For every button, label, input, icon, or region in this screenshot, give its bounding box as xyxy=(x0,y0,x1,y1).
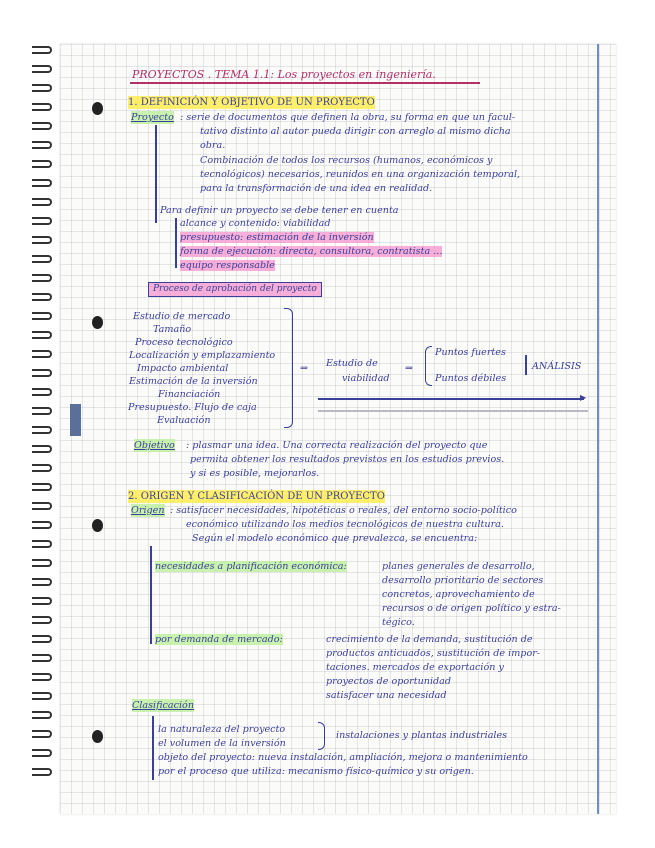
demanda-label: por demanda de mercado: xyxy=(155,634,283,645)
page-header: PROYECTOS . TEMA 1.1: Los proyectos en ingeniería. xyxy=(132,68,436,81)
estudio-label: viabilidad xyxy=(342,373,390,384)
arrow-icon: ⇒ xyxy=(300,363,309,374)
proceso-item: Estimación de la inversión xyxy=(129,376,258,387)
objetivo-label: Objetivo xyxy=(134,440,175,451)
clasificacion-title: Clasificación xyxy=(132,700,195,711)
proyecto-label: Proyecto xyxy=(131,112,174,123)
header-underline xyxy=(130,82,480,84)
objetivo-line: y si es posible, mejorarlos. xyxy=(190,468,320,479)
definir-item: forma de ejecución: directa, consultora, contratista ... xyxy=(180,246,443,257)
proceso-item: Evaluación xyxy=(157,415,211,426)
analisis-label: ANÁLISIS xyxy=(532,361,582,372)
clasif-item: el volumen de la inversión xyxy=(158,738,286,749)
puntos-fuertes: Puntos fuertes xyxy=(435,347,506,358)
definir-intro: Para definir un proyecto se debe tener en cuenta xyxy=(160,205,399,216)
necesidades-line: tégico. xyxy=(382,617,415,628)
proyecto-bracket-line xyxy=(155,125,157,223)
proceso-item: Financiación xyxy=(158,389,221,400)
spiral-binding xyxy=(30,40,56,781)
demanda-line: proyectos de oportunidad xyxy=(326,676,452,687)
proceso-item: Impacto ambiental xyxy=(137,363,229,374)
origen-bracket-line xyxy=(150,546,152,644)
origen-line: económico utilizando los medios tecnológicos de nuestra cultura. xyxy=(186,519,504,530)
definir-item: alcance y contenido: viabilidad xyxy=(180,218,331,229)
section2-title: 2. ORIGEN Y CLASIFICACIÓN DE UN PROYECTO xyxy=(128,491,385,502)
arrow-head-icon: ▶ xyxy=(580,393,587,402)
proceso-item: Proceso tecnológico xyxy=(135,337,233,348)
proceso-brace xyxy=(284,308,293,428)
punch-hole xyxy=(92,730,103,743)
proceso-item: Estudio de mercado xyxy=(133,311,231,322)
clasif-brace xyxy=(318,722,325,750)
puntos-debiles: Puntos débiles xyxy=(435,373,507,384)
section1-title: 1. DEFINICIÓN Y OBJETIVO DE UN PROYECTO xyxy=(128,97,375,108)
punch-hole xyxy=(92,102,103,115)
objetivo-line: : plasmar una idea. Una correcta realización del proyecto que xyxy=(186,440,488,451)
proyecto-line: tativo distinto al autor pueda dirigir con arreglo al mismo dicha xyxy=(200,126,511,137)
objetivo-line: permita obtener los resultados previstos en los estudios previos. xyxy=(190,454,505,465)
proceso-title: Proceso de aprobación del proyecto xyxy=(148,282,322,297)
clasif-item: objeto del proyecto: nueva instalación, ampliación, mejora o mantenimiento xyxy=(158,752,528,763)
proyecto-line: obra. xyxy=(200,140,226,151)
proceso-item: Presupuesto. Flujo de caja xyxy=(128,402,257,413)
definir-item: presupuesto: estimación de la inversión xyxy=(180,232,374,243)
necesidades-line: desarrollo prioritario de sectores xyxy=(382,575,544,586)
clasif-item: la naturaleza del proyecto xyxy=(158,724,286,735)
clasif-brace-text: instalaciones y plantas industriales xyxy=(336,730,508,741)
origen-label: Origen xyxy=(131,505,165,516)
estudio-label: Estudio de xyxy=(326,358,378,369)
proyecto-line: Combinación de todos los recursos (humanos, económicos y xyxy=(200,155,493,166)
analisis-divider xyxy=(525,355,527,375)
demanda-line: taciones. mercados de exportación y xyxy=(326,662,504,673)
necesidades-line: concretos, aprovechamiento de xyxy=(382,589,535,600)
proyecto-line: : serie de documentos que definen la obra, su forma en que un facul- xyxy=(180,112,516,123)
clasif-bracket-line xyxy=(152,716,154,780)
necesidades-label: necesidades a planificación económica: xyxy=(155,561,347,572)
origen-line: Según el modelo económico que prevalezca, se encuentra: xyxy=(192,533,478,544)
puntos-brace xyxy=(425,346,432,386)
punch-hole xyxy=(92,316,103,329)
margin-line xyxy=(597,44,599,814)
punch-hole xyxy=(92,519,103,532)
process-arrow xyxy=(318,398,584,400)
proyecto-line: tecnológicos) necesarios, reunidos en una organización temporal, xyxy=(200,169,521,180)
definir-bracket-line xyxy=(175,218,177,268)
notebook-tab xyxy=(70,404,81,436)
arrow-icon: ⇒ xyxy=(405,363,414,374)
demanda-line: satisfacer una necesidad xyxy=(326,690,447,701)
origen-line: : satisfacer necesidades, hipotéticas o reales, del entorno socio-político xyxy=(170,505,517,516)
demanda-line: productos anticuados, sustitución de impor- xyxy=(326,648,541,659)
proceso-item: Tamaño xyxy=(153,324,192,335)
clasif-item: por el proceso que utiliza: mecanismo físico-químico y su origen. xyxy=(158,766,474,777)
necesidades-line: planes generales de desarrollo, xyxy=(382,561,535,572)
definir-item: equipo responsable xyxy=(180,260,275,271)
proyecto-line: para la transformación de una idea en realidad. xyxy=(200,183,433,194)
proceso-item: Localización y emplazamiento xyxy=(129,350,276,361)
demanda-line: crecimiento de la demanda, sustitución de xyxy=(326,634,533,645)
process-line xyxy=(318,410,588,412)
necesidades-line: recursos o de origen político y estra- xyxy=(382,603,561,614)
